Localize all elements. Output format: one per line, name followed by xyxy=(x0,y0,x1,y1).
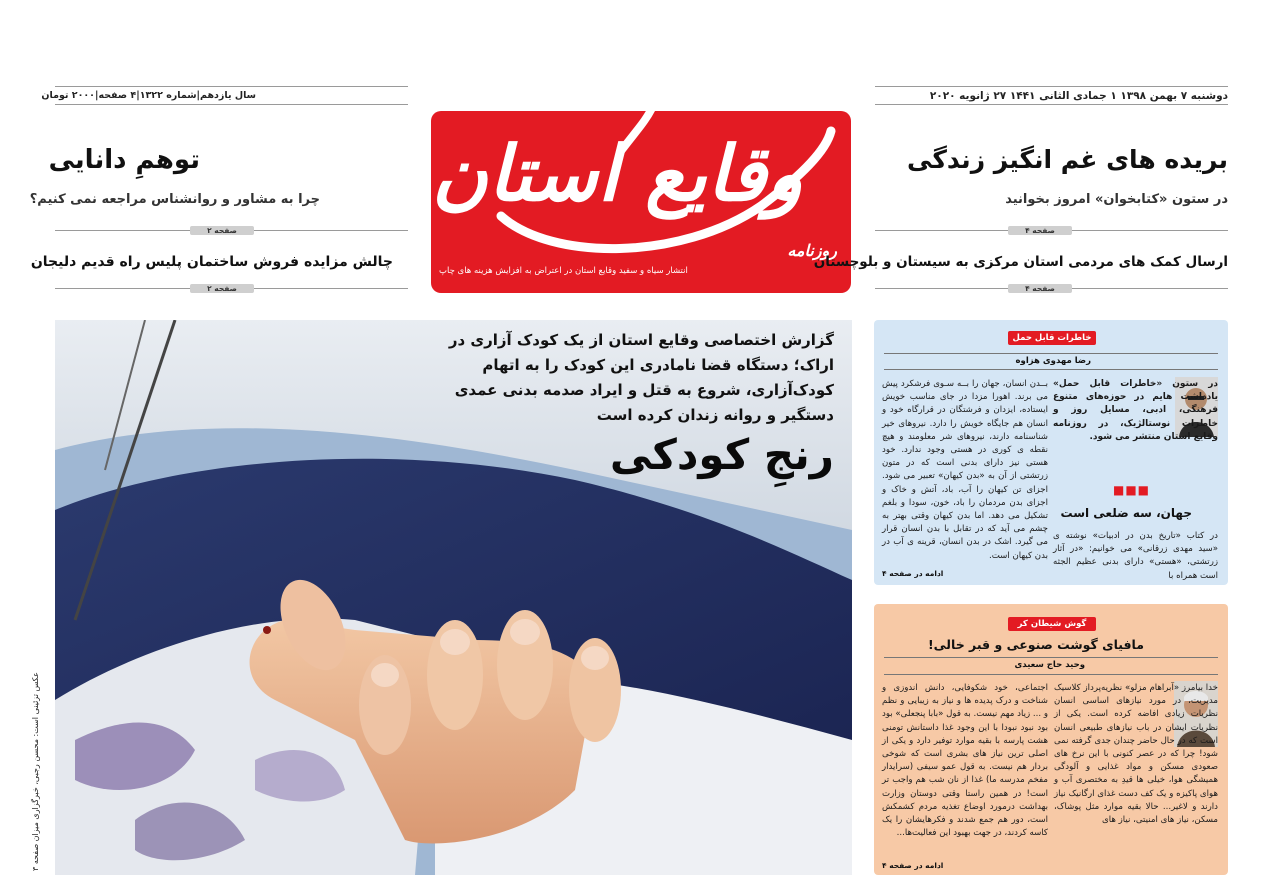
page-tag-right-2[interactable]: صفحه ۴ xyxy=(1008,284,1072,293)
column-tag-satire: گوش شیطان کر xyxy=(1008,617,1096,631)
photo-credit: عکس تزئینی است: محسن رجبی، خبرگزاری میزان صفحه ۳ xyxy=(31,672,40,871)
column-box-memories xyxy=(874,320,1228,585)
separator-dots: ■■■ xyxy=(1112,483,1150,497)
issue-rule-left xyxy=(55,104,408,105)
teaser-headline-right-2[interactable]: ارسال کمک های مردمی استان مرکزی به سیستان و بلوچستان xyxy=(813,254,1228,270)
masthead-note: انتشار سیاه و سفید وقایع استان در اعتراض به افزایش هزینه های چاپ xyxy=(439,266,688,276)
teaser-headline-left-2[interactable]: چالش مزایده فروش ساختمان پلیس راه قدیم دلیجان xyxy=(30,254,393,270)
date-line: دوشنبه ۷ بهمن ۱۳۹۸ ۱ جمادی الثانی ۱۴۴۱ ۲۷ ژانویه ۲۰۲۰ xyxy=(929,90,1228,102)
box1-continued[interactable]: ادامه در صفحه ۴ xyxy=(882,569,944,578)
column-box-satire xyxy=(874,604,1228,875)
teaser-sub-right-1: در ستون «کتابخوان» امروز بخوانید xyxy=(1005,192,1228,207)
page-tag-right-1[interactable]: صفحه ۴ xyxy=(1008,226,1072,235)
box1-author: رضا مهدوی هزاوه xyxy=(1015,356,1091,366)
box2-continued[interactable]: ادامه در صفحه ۴ xyxy=(882,861,944,870)
top-rule-left xyxy=(55,86,408,87)
box2-rule xyxy=(884,657,1218,658)
box2-rule-2 xyxy=(884,674,1218,675)
page-tag-left-2[interactable]: صفحه ۲ xyxy=(190,284,254,293)
top-rule-right xyxy=(875,86,1228,87)
box1-intro: در ستون «خاطرات قابل حمل» یادداشت هایم در حوزه‌های متنوع فرهنگی، ادبی، مسایل روز و خاطرات نوستالژیک، در روزنامه وقایع استان منتشر می شود. xyxy=(1053,379,1218,442)
issue-line: سال یازدهم|شماره ۱۳۲۲|۴ صفحه|۲۰۰۰ تومان xyxy=(41,90,256,101)
box1-subhead: جهان، سه ضلعی است xyxy=(1060,506,1192,520)
masthead xyxy=(431,111,851,293)
box1-rule xyxy=(884,353,1218,354)
box2-author: وحید حاج سعیدی xyxy=(1014,660,1085,670)
lead-kicker: گزارش اختصاصی وقایع استان از یک کودک آزاری در اراک؛ دستگاه قضا نامادری این کودک را به اتهام کودک‌آزاری، شروع به قتل و ایراد صدمه بدنی عمدی دستگیر و روانه زندان کرده است xyxy=(448,331,834,424)
box2-headline[interactable]: مافیای گوشت صنوعی و قبر خالی! xyxy=(927,637,1144,652)
box1-rule-2 xyxy=(884,369,1218,370)
newspaper-logo: وقایع استان xyxy=(432,129,803,218)
date-rule-right xyxy=(875,104,1228,105)
teaser-sub-left-1: چرا به مشاور و روانشناس مراجعه نمی کنیم؟ xyxy=(29,192,320,207)
lead-photo xyxy=(55,320,852,875)
box1-body-right: در کتاب «تاریخ بدن در ادبیات» نوشته ی «سید مهدی زرقانی» می خوانیم: «در آثار زرتشتی، «هستی» دارای بدنی عظیم الجثه است همراه با xyxy=(1053,531,1218,581)
box1-body-left: بــدن انسان، جهان را بــه سـوی فرشکرد پیش می برند. اهورا مزدا در جای مناسب خویش ایستاده، ایزدان و فرشتگان در قرارگاه خود و انسان هم جایگاه خویش را دارد. نیروهای خیر شناسنامه دارند، نیروهای شر معلومند و هیچ نقطه ی کوری در هستی وجود ندارد. خود هستی نیز دارای بدنی است که در متون زرتشتی از آن به «بدن کیهان» تعبیر می شود. اجزای تن کیهان را آب، باد، آتش و خاک و اجزای بدن مردمان را باد، خون، سودا و بلغم تشکیل می دهد. اما بدن کیهان وقتی بهتر به چشم می آید که در تقابل با بدن انسان قرار می گیرد. اشک در بدن انسان، قرینه ی آب در بدن کیهان است. xyxy=(882,379,1048,561)
column-tag-memories: خاطرات قابل حمل xyxy=(1008,331,1096,345)
teaser-headline-left-1[interactable] xyxy=(48,145,408,175)
logo-prefix: روزنامه xyxy=(787,241,837,260)
page-tag-left-1[interactable]: صفحه ۲ xyxy=(190,226,254,235)
teaser-headline-left-1-text: توهمِ دانایی xyxy=(48,145,200,175)
teaser-headline-right-1[interactable]: بریده های غم انگیز زندگی xyxy=(907,145,1228,174)
box2-body-right: خدا بیامرز «آبراهام مزلو» نظریه‌پرداز کلاسیک مدیریت، در مورد نیازهای اساسی انسان نظریات زیادی افاضه کرده است. یکی از نظریات ایشان در باب نیازهای طبیعی انسان است که در حال حاضر چندان جدی گرفته نمی شود! چرا که در عصر کنونی با این نرخ های صعودی مسکن و مواد غذایی و آلودگی همیشگی هوا، خیلی ها قیدِ به مختصری آب و هوای پاکیزه و یک کف دست غذای ارگانیک نیاز دارند و لاغیر... حالا بقیه موارد مثل پوشاک، مسکن، نیاز های امنیتی، نیاز های xyxy=(1054,683,1218,826)
box2-body-left: اجتماعی، خود شکوفایی، دانش اندوزی و شناخت و درک پدیده ها و نیاز به زیبایی و نظم و ... زیاد مهم نیست. به قول «بابا پنجعلی» بود بود نبود نبودا با این وجود غذا داستانش تومنی هشت پارسه با بقیه موارد توفیر دارد و یکی از اصلی ترین نیاز های بشری است که شوخی بردار هم نیست. به قول عمو سیفی (سرایدار مفخم مدرسه ما) غذا از نان شب هم واجب تر است! در همین راستا وقتی دوستان وزارت بهداشت درمورد اوضاع تغذیه مردم کشمکش است، دور هم جمع شدند و فکرهایشان را یک کاسه کردند، در جهت بهبود این فعالیت‌ها... xyxy=(882,683,1048,839)
lead-headline[interactable]: رنجِ کودکی xyxy=(609,430,834,479)
